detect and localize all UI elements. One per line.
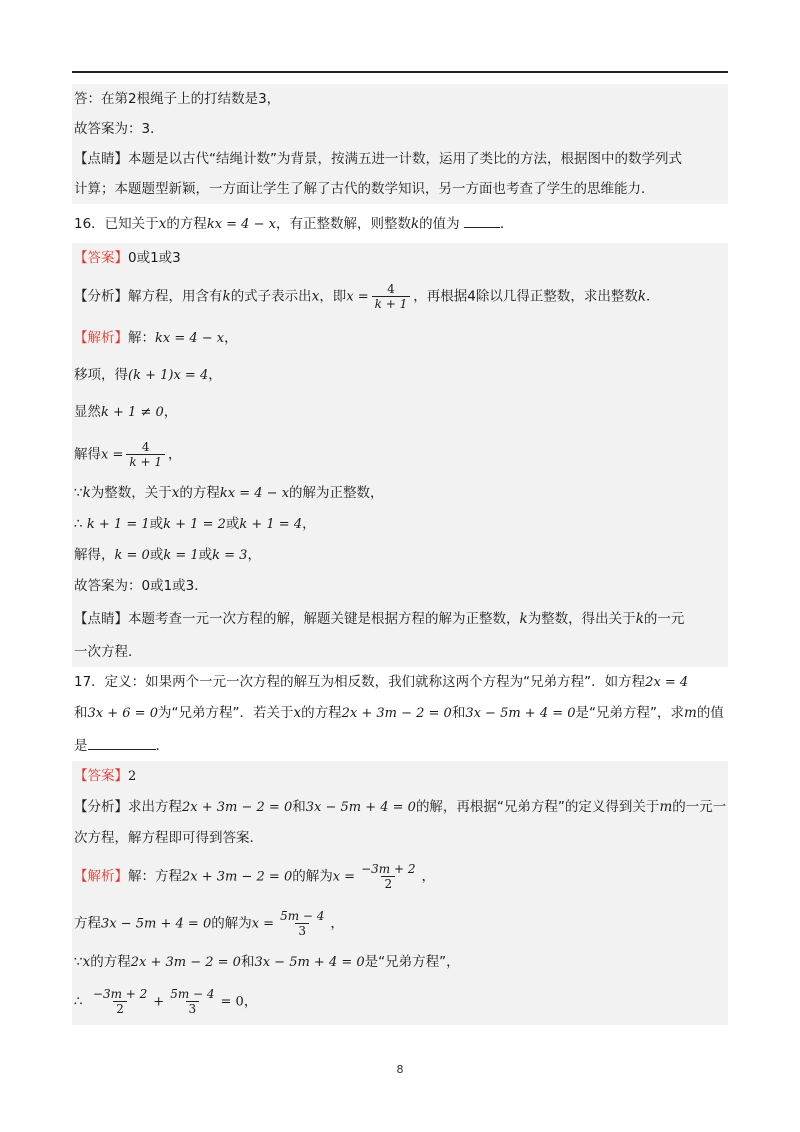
answer-line: 答：在第2根绳子上的打结数是3， xyxy=(74,91,281,107)
final-answer-line: 故答案为：3． xyxy=(74,121,164,137)
q17-solution-line-3: ∵x的方程2x + 3m − 2 = 0和3x − 5m + 4 = 0是“兄弟方程”， xyxy=(74,954,460,970)
q17-solution-block xyxy=(72,761,728,1025)
q16-solution-line-1: 【解析】解：kx = 4 − x， xyxy=(74,330,238,346)
fraction: $\frac{4}{k + 1}$ xyxy=(372,282,411,311)
q16-comment-line-2: 一次方程． xyxy=(74,644,142,660)
q16-equation: kx = 4 − x xyxy=(206,217,276,232)
comment-line-1 xyxy=(72,144,728,174)
q17-solution-line-2: 方程3x − 5m + 4 = 0的解为x = $\frac{5m - 4}{3}$ ， xyxy=(74,909,344,938)
q16-solution-line-3: 显然k + 1 ≠ 0， xyxy=(74,404,178,420)
q17-solution-line-1: 【解析】解：方程2x + 3m − 2 = 0的解为x = $\frac{-3m + 2}{2}$ ， xyxy=(74,862,435,891)
q16-answer-line: 【答案】0或1或3 xyxy=(74,250,181,266)
document-body xyxy=(72,84,728,1025)
answer-tag: 【答案】 xyxy=(74,250,128,266)
q17-analysis-line-2: 次方程，解方程即可得到答案． xyxy=(74,830,263,846)
comment-tag: 【点睛】 xyxy=(74,151,128,167)
q16-comment-line-1: 【点睛】本题考查一元一次方程的解，解题关键是根据方程的解为正整数，k为整数，得出关于k的一元 xyxy=(74,611,685,627)
q17-stem-line-3: 是 ． xyxy=(72,729,728,761)
q17-analysis-line-1: 【分析】求出方程2x + 3m − 2 = 0和3x − 5m + 4 = 0的解，再根据“兄弟方程”的定义得到关于m的一元一 xyxy=(74,799,727,815)
comment-line-2: 计算；本题题型新颖，一方面让学生了解了古代的数学知识，另一方面也考查了学生的思维能力． xyxy=(74,181,655,197)
fraction: $\frac{-3m + 2}{2}$ xyxy=(361,862,416,891)
answer-tag: 【答案】 xyxy=(74,768,128,784)
q16-final-answer: 故答案为：0或1或3． xyxy=(74,578,208,594)
q16-stem: 16．已知关于x的方程kx = 4 − x，有正整数解，则整数k的值为 ． xyxy=(72,204,728,243)
comment-text: 本题是以古代“结绳计数”为背景，按满五进一计数，运用了类比的方法，根据图中的数学列式 xyxy=(128,151,682,167)
q17-answer-blank xyxy=(88,735,156,750)
page-number: 8 xyxy=(396,1063,404,1076)
q17-stem-line-2: 和3x + 6 = 0为“兄弟方程”．若关于x的方程2x + 3m − 2 = 0和3x − 5m + 4 = 0是“兄弟方程”，求m的值 xyxy=(74,705,724,721)
previous-solution-block xyxy=(72,84,728,204)
q16-solution-block xyxy=(72,243,728,667)
solution-tag: 【解析】 xyxy=(74,330,128,346)
fraction: $\frac{-3m + 2}{2}$ xyxy=(92,987,148,1016)
fraction: $\frac{4}{k + 1}$ xyxy=(126,440,165,469)
q16-answer-blank xyxy=(464,213,500,228)
q16-solution-line-6: ∴ k + 1 = 1或k + 1 = 2或k + 1 = 4， xyxy=(74,516,316,532)
q16-solution-line-4: 解得x = $\frac{4}{k + 1}$ ， xyxy=(74,440,182,469)
q16-solution-line-7: 解得，k = 0或k = 1或k = 3， xyxy=(74,547,261,563)
q17-answer-line: 【答案】2 xyxy=(74,768,137,784)
header-rule xyxy=(72,71,728,73)
fraction: $\frac{5m - 4}{3}$ xyxy=(280,909,325,938)
q17-solution-line-4: ∴ $\frac{-3m + 2}{2}$ + $\frac{5m - 4}{3}$ = 0， xyxy=(74,987,258,1016)
q16-solution-line-2: 移项，得(k + 1)x = 4， xyxy=(74,367,222,383)
q16-solution-line-5: ∵k为整数，关于x的方程kx = 4 − x的解为正整数， xyxy=(74,485,384,501)
fraction: $\frac{5m - 4}{3}$ xyxy=(170,987,215,1016)
q16-analysis-line: 【分析】解方程，用含有k的式子表示出x，即x = $\frac{4}{k + 1}$ ，再根据4除以几得正整数，求出整数k． xyxy=(74,282,660,311)
q17-stem-line-1: 17．定义：如果两个一元一次方程的解互为相反数，我们就称这两个方程为“兄弟方程”．如方程2x = 4 xyxy=(74,674,689,690)
solution-tag: 【解析】 xyxy=(74,868,128,885)
